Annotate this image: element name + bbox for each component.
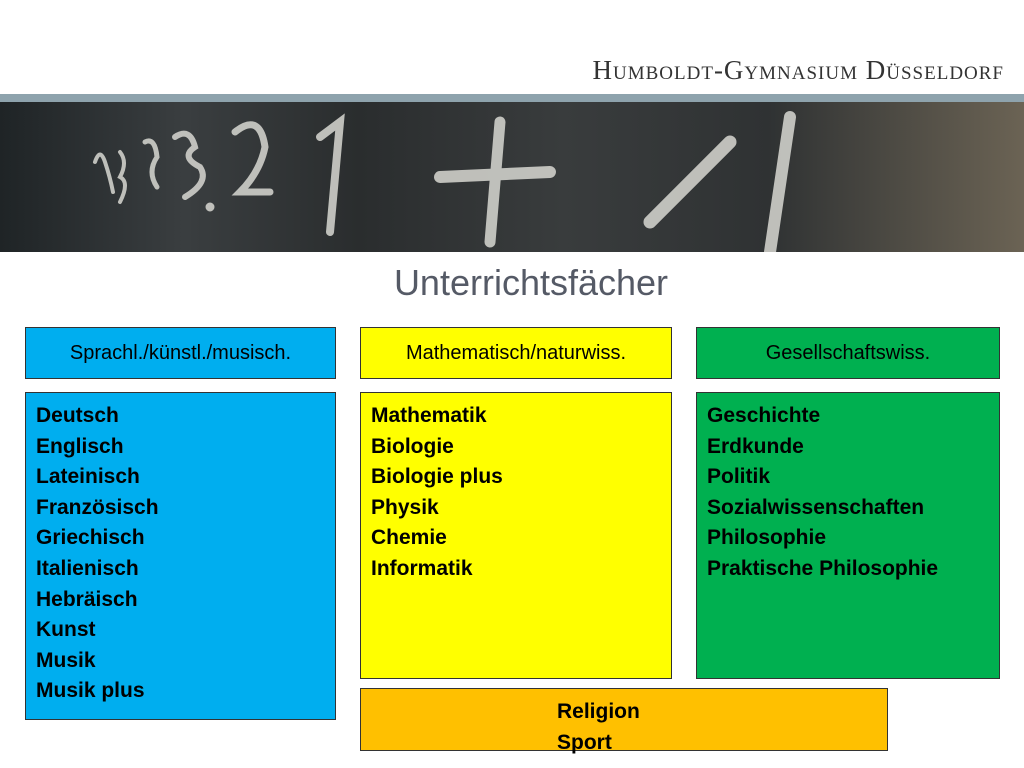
list-item: Lateinisch	[36, 465, 140, 489]
list-item: Sport	[557, 730, 612, 754]
category-header-math-science	[360, 327, 672, 379]
category-header-languages	[25, 327, 336, 379]
list-item: Geschichte	[707, 404, 821, 427]
category-header-social-science	[696, 327, 1000, 379]
subject-list-math-science	[360, 392, 672, 679]
list-item: Politik	[707, 465, 771, 489]
list-item: Hebräisch	[36, 587, 138, 611]
list-item: Philosophie	[707, 526, 827, 550]
subject-list-social-science	[696, 392, 1000, 679]
list-item: Informatik	[371, 556, 473, 580]
list-item: Biologie	[371, 434, 454, 458]
list-item: Deutsch	[36, 404, 119, 427]
list-item: Erdkunde	[707, 434, 804, 458]
chalkboard-banner-image	[0, 102, 1024, 252]
slide-title: Unterrichtsfächer	[393, 262, 669, 303]
list-item: Kunst	[36, 618, 96, 642]
list-item: Sozialwissenschaften	[707, 495, 925, 519]
list-item: Religion	[557, 700, 640, 723]
list-item: Englisch	[36, 434, 124, 458]
category-header-label: Gesellschaftswiss.	[765, 341, 931, 364]
category-header-label: Mathematisch/naturwiss.	[405, 341, 627, 364]
category-header-label: Sprachl./künstl./musisch.	[69, 341, 292, 364]
list-item: Praktische Philosophie	[707, 556, 939, 580]
subject-list-general	[360, 688, 888, 754]
subject-list-languages	[25, 392, 336, 720]
list-item: Biologie plus	[371, 465, 503, 489]
list-item: Musik	[36, 648, 96, 672]
school-name: Humboldt-Gymnasium Düsseldorf	[592, 55, 1004, 85]
list-item: Mathematik	[371, 404, 487, 427]
list-item: Physik	[371, 495, 439, 519]
list-item: Musik plus	[36, 679, 145, 703]
list-item: Chemie	[371, 526, 447, 550]
list-item: Griechisch	[36, 526, 145, 550]
list-item: Italienisch	[36, 556, 139, 580]
header-rule	[0, 94, 1024, 102]
list-item: Französisch	[36, 495, 159, 519]
